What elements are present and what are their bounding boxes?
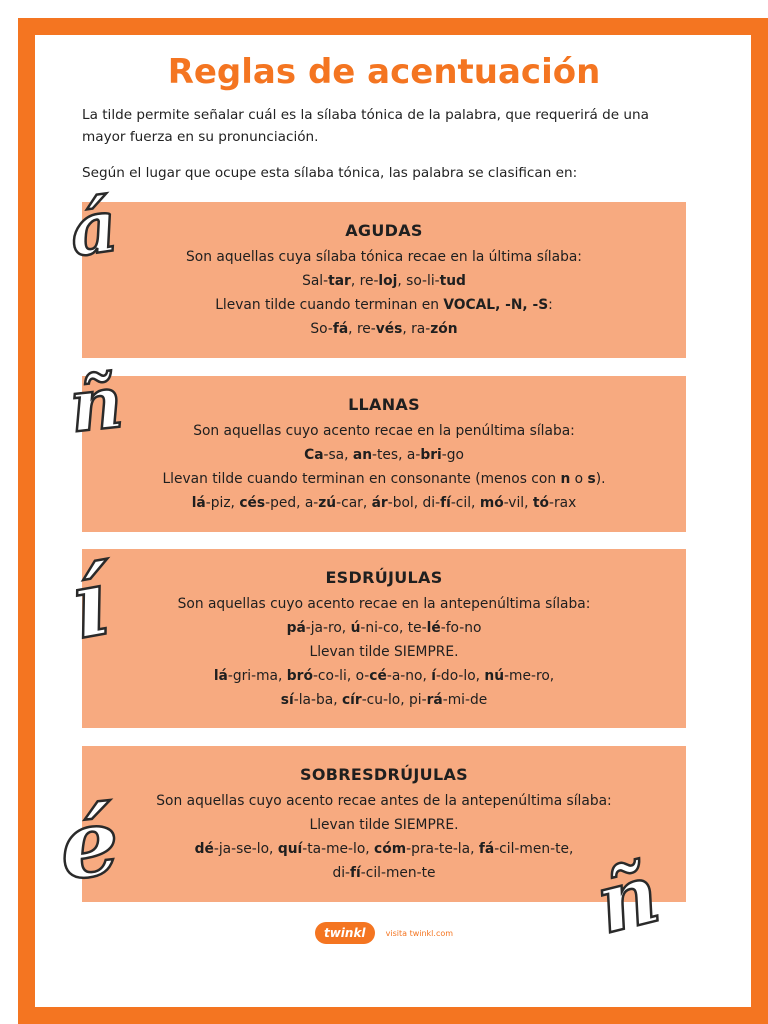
section-heading: ESDRÚJULAS: [325, 568, 443, 587]
text-segment: -car,: [336, 495, 372, 511]
text-segment: -go: [441, 447, 464, 463]
text-segment: di-: [332, 865, 351, 881]
stressed-syllable: tó: [532, 495, 549, 511]
section-heading: AGUDAS: [345, 221, 423, 240]
definition: Son aquellas cuyo acento recae en la penúltima sílaba:: [193, 423, 575, 439]
text-segment: -fo-no: [440, 620, 482, 636]
stressed-syllable: cóm: [374, 841, 407, 857]
text-segment: -pra-te-la,: [406, 841, 479, 857]
stressed-syllable: dé: [194, 841, 214, 857]
stressed-syllable: s: [587, 471, 596, 487]
examples: [82, 443, 686, 467]
text-segment: -cil-men-te: [360, 865, 436, 881]
stressed-syllable: n: [560, 471, 571, 487]
stressed-syllable: zú: [318, 495, 337, 511]
text-segment: , ra-: [402, 321, 431, 337]
section-agudas: [82, 202, 686, 358]
examples: [82, 269, 686, 293]
stressed-syllable: fí: [440, 495, 451, 511]
text-segment: -a-no,: [386, 668, 432, 684]
stressed-syllable: lá: [213, 668, 228, 684]
definition: Son aquellas cuyo acento recae antes de la antepenúltima sílaba:: [156, 793, 612, 809]
text-segment: :: [548, 297, 553, 313]
rule: [82, 640, 686, 664]
stressed-syllable: rá: [426, 692, 443, 708]
text-segment: -cil-men-te,: [494, 841, 574, 857]
letter-e-accent-icon: é: [54, 787, 125, 901]
page-title: Reglas de acentuación: [167, 52, 601, 92]
text-segment: So-: [310, 321, 333, 337]
stressed-syllable: ár: [371, 495, 388, 511]
section-esdrujulas: [82, 549, 686, 728]
examples: [82, 664, 686, 688]
stressed-syllable: pá: [286, 620, 306, 636]
twinkl-link[interactable]: visita twinkl.com: [385, 928, 454, 938]
examples: [82, 491, 686, 515]
text-segment: -ped, a-: [265, 495, 319, 511]
section-heading: SOBRESDRÚJULAS: [300, 765, 468, 784]
text-segment: -tes, a-: [372, 447, 421, 463]
text-segment: , re-: [350, 273, 379, 289]
text-segment: -ja-se-lo,: [213, 841, 278, 857]
stressed-syllable: cír: [341, 692, 362, 708]
stressed-syllable: bró: [286, 668, 313, 684]
stressed-syllable: lá: [191, 495, 206, 511]
stressed-syllable: í: [431, 668, 436, 684]
footer: [0, 922, 768, 944]
intro-paragraph-2: Según el lugar que ocupe esta sílaba tónica, las palabra se clasifican en:: [82, 165, 578, 181]
stressed-syllable: fá: [332, 321, 349, 337]
stressed-syllable: sí: [280, 692, 294, 708]
letter-a-accent-icon: á: [64, 182, 123, 273]
stressed-syllable: loj: [378, 273, 398, 289]
text-segment: -cil,: [450, 495, 480, 511]
letter-i-accent-icon: í: [62, 547, 117, 661]
stressed-syllable: quí: [277, 841, 303, 857]
stressed-syllable: VOCAL, -N, -S: [443, 297, 549, 313]
text-segment: -la-ba,: [293, 692, 342, 708]
stressed-syllable: bri: [420, 447, 442, 463]
examples: [82, 688, 686, 712]
letter-n-tilde-icon: ñ: [65, 358, 127, 449]
stressed-syllable: ú: [350, 620, 361, 636]
text-segment: -piz,: [205, 495, 240, 511]
rule: [82, 467, 686, 491]
stressed-syllable: fá: [478, 841, 495, 857]
stressed-syllable: an: [352, 447, 373, 463]
text-segment: -do-lo,: [435, 668, 485, 684]
text-segment: -ni-co, te-: [360, 620, 427, 636]
examples: [82, 317, 686, 341]
examples: [82, 616, 686, 640]
text-segment: Llevan tilde cuando terminan en: [215, 297, 444, 313]
text-segment: ).: [595, 471, 606, 487]
stressed-syllable: fí: [350, 865, 361, 881]
intro-paragraph-1: La tilde permite señalar cuál es la sílaba tónica de la palabra, que requerirá de una mayor fuerza en su pronunciación.: [82, 107, 649, 145]
stressed-syllable: mó: [479, 495, 504, 511]
section-heading: LLANAS: [348, 395, 420, 414]
definition: Son aquellas cuyo acento recae en la antepenúltima sílaba:: [177, 596, 591, 612]
rule: [82, 813, 686, 837]
stressed-syllable: nú: [484, 668, 505, 684]
text-segment: -ja-ro,: [305, 620, 351, 636]
stressed-syllable: vés: [375, 321, 403, 337]
stressed-syllable: zón: [430, 321, 458, 337]
text-segment: -vil,: [503, 495, 533, 511]
stressed-syllable: cé: [369, 668, 387, 684]
text-segment: o: [570, 471, 588, 487]
text-segment: -me-ro,: [504, 668, 555, 684]
stressed-syllable: cés: [239, 495, 266, 511]
section-llanas: [82, 376, 686, 532]
stressed-syllable: Ca: [304, 447, 324, 463]
text-segment: , so-li-: [397, 273, 440, 289]
text-segment: -ta-me-lo,: [302, 841, 375, 857]
text-segment: , re-: [348, 321, 376, 337]
text-segment: Sal-: [302, 273, 329, 289]
stressed-syllable: tud: [439, 273, 466, 289]
text-segment: Llevan tilde cuando terminan en consonante (menos con: [162, 471, 561, 487]
text-segment: -mi-de: [442, 692, 488, 708]
text-segment: -cu-lo, pi-: [361, 692, 427, 708]
stressed-syllable: tar: [328, 273, 351, 289]
letter-n-tilde-icon: ñ: [587, 845, 669, 953]
text-segment: Llevan tilde SIEMPRE.: [309, 817, 459, 833]
definition: Son aquellas cuya sílaba tónica recae en la última sílaba:: [186, 249, 582, 265]
twinkl-logo: twinkl: [315, 922, 375, 944]
text-segment: -rax: [549, 495, 577, 511]
text-segment: -gri-ma,: [227, 668, 287, 684]
text-segment: -sa,: [323, 447, 353, 463]
rule: [82, 293, 686, 317]
text-segment: -bol, di-: [387, 495, 441, 511]
stressed-syllable: lé: [426, 620, 441, 636]
text-segment: Llevan tilde SIEMPRE.: [309, 644, 459, 660]
text-segment: -co-li, o-: [312, 668, 370, 684]
